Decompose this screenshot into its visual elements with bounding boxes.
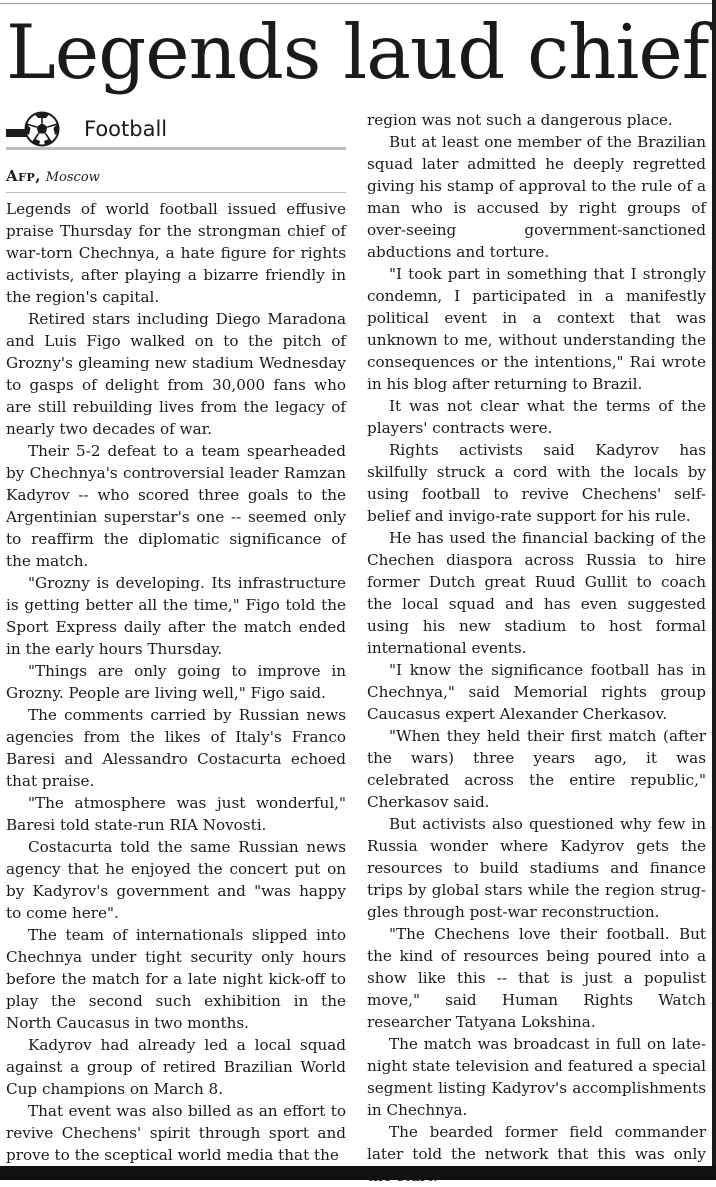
byline-place: Moscow bbox=[45, 170, 100, 185]
football-icon bbox=[22, 111, 62, 147]
paragraph: He has used the financial backing of the Chechen diaspora across Russia to hire former Dutch great Ruud Gullit to coach the local squad and has even suggested using his new stadium to host formal international events. bbox=[367, 529, 706, 657]
paragraph: But at least one member of the Brazilian squad later admitted he deeply regretted giving his stamp of approval to the rule of a man who is accused by right groups of over-seeing government-sanctioned abductions and torture. bbox=[367, 133, 706, 261]
paragraph: Rights activists said Kadyrov has skilfully struck a cord with the locals by using football to revive Chechens' self-belief and invigo-rate support for his rule. bbox=[367, 441, 706, 525]
right-border bbox=[712, 0, 716, 1180]
section-label: Football bbox=[84, 117, 168, 141]
paragraph: That event was also billed as an effort to revive Chechens' spirit through sport and prove to the sceptical world media that the bbox=[6, 1102, 346, 1164]
paragraph: Their 5-2 defeat to a team spearheaded by Chechnya's controversial leader Ramzan Kadyrov -- who scored three goals to the Argentinian superstar's one -- seemed only to reaffirm the diplomatic significance of the match. bbox=[6, 442, 346, 570]
paragraph: Kadyrov had already led a local squad against a group of retired Brazilian World Cup champions on March 8. bbox=[6, 1036, 346, 1098]
paragraph: It was not clear what the terms of the players' contracts were. bbox=[367, 397, 706, 437]
paragraph: The comments carried by Russian news agencies from the likes of Italy's Franco Baresi and Alessandro Costacurta echoed that praise. bbox=[6, 706, 346, 790]
section-underline bbox=[6, 147, 346, 150]
paragraph: Costacurta told the same Russian news agency that he enjoyed the concert put on by Kadyrov's government and "was happy to come here". bbox=[6, 838, 346, 922]
paragraph: "I took part in something that I strongly condemn, I participated in a manifestly political event in a context that was unknown to me, without understanding the consequences or the intentions," Rai wrote in his blog after returning to Brazil. bbox=[367, 265, 706, 393]
paragraph: But activists also questioned why few in Russia wonder where Kadyrov gets the resources to build stadiums and finance trips by global stars while the region strug-gles through post-war reconstruction. bbox=[367, 815, 706, 921]
paragraph: "The Chechens love their football. But the kind of resources being poured into a show like this -- that is just a populist move," said Human Rights Watch researcher Tatyana Lokshina. bbox=[367, 925, 706, 1031]
byline bbox=[6, 165, 100, 189]
paragraph: region was not such a dangerous place. bbox=[367, 111, 673, 129]
paragraph: Legends of world football issued effusive praise Thursday for the strongman chief of war-torn Chechnya, a hate figure for rights activists, after playing a bizarre friendly in the region's capital. bbox=[6, 200, 346, 306]
paragraph: "The atmosphere was just wonderful," Baresi told state-run RIA Novosti. bbox=[6, 794, 346, 834]
paragraph: Retired stars including Diego Maradona and Luis Figo walked on to the pitch of Grozny's gleaming new stadium Wednesday to gasps of delight from 30,000 fans who are still rebuilding lives from the legacy of nearly two decades of war. bbox=[6, 310, 346, 438]
article-column-1 bbox=[6, 198, 346, 1166]
byline-rule bbox=[6, 192, 346, 193]
article-column-2 bbox=[367, 109, 706, 1187]
paragraph: "Grozny is developing. Its infrastructure is getting better all the time," Figo told the Sport Express daily after the match ended in the early hours Thursday. bbox=[6, 574, 346, 658]
section-tag bbox=[6, 111, 346, 147]
byline-agency: Afp, bbox=[6, 167, 41, 185]
paragraph: The match was broadcast in full on late-night state television and featured a special segment listing Kadyrov's accomplishments in Chechnya. bbox=[367, 1035, 706, 1119]
paragraph: "When they held their first match (after the wars) three years ago, it was celebrated across the entire republic," Cherkasov said. bbox=[367, 727, 706, 811]
paragraph: The team of internationals slipped into Chechnya under tight security only hours before the match for a late night kick-off to play the second such exhibition in the North Caucasus in two months. bbox=[6, 926, 346, 1032]
headline: Legends laud chief bbox=[6, 8, 709, 96]
bottom-bar bbox=[0, 1166, 716, 1180]
top-rule bbox=[0, 3, 716, 4]
paragraph: The bearded former field commander later told the network that this was only bbox=[367, 1123, 706, 1163]
paragraph: "I know the significance football has in Chechnya," said Memorial rights group Caucasus expert Alexander Cherkasov. bbox=[367, 661, 706, 723]
paragraph: "Things are only going to improve in Grozny. People are living well," Figo said. bbox=[6, 662, 346, 702]
